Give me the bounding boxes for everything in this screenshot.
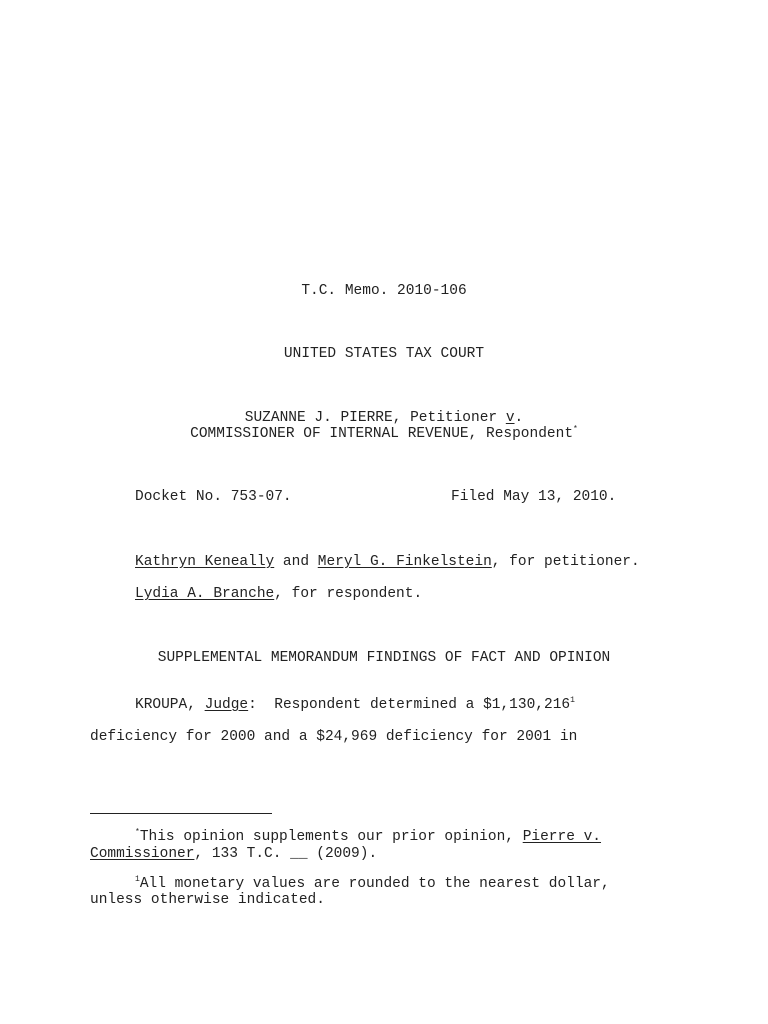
counsel-petitioner-suffix: , for petitioner. — [491, 554, 640, 570]
footnote-1-text: All monetary values are rounded to the nearest dollar, — [139, 876, 610, 892]
footnote-star-case-part1: Pierre v. — [522, 829, 602, 845]
court-name: UNITED STATES TAX COURT — [283, 346, 485, 362]
footnote-star-mark: * — [135, 828, 140, 837]
petitioner-attorney-1: Kathryn Keneally — [135, 554, 275, 570]
counsel-respondent-suffix: , for respondent. — [274, 586, 423, 602]
caption-versus: v — [505, 410, 515, 426]
footnote-star-case-part2: Commissioner — [90, 846, 195, 862]
footnote-star-citation: , 133 T.C. __ (2009). — [194, 846, 378, 862]
filed-date: Filed May 13, 2010. — [451, 489, 617, 505]
footnote-divider — [90, 813, 272, 814]
footnote-star-line-1 — [135, 829, 601, 846]
docket-number: Docket No. 753-07. — [135, 489, 292, 505]
petitioner-attorney-2: Meryl G. Finkelstein — [317, 554, 492, 570]
footnote-star-line-2 — [90, 846, 377, 863]
opinion-heading: SUPPLEMENTAL MEMORANDUM FINDINGS OF FACT AND OPINION — [157, 650, 611, 666]
judge-name: KROUPA, — [135, 697, 205, 713]
footnote-star-text: This opinion supplements our prior opinion, — [139, 829, 523, 845]
judge-title: Judge — [204, 697, 249, 713]
caption-petitioner: SUZANNE J. PIERRE, Petitioner — [244, 410, 506, 426]
counsel-petitioner-line — [135, 554, 640, 571]
memo-number: T.C. Memo. 2010-106 — [301, 283, 467, 299]
respondent-attorney: Lydia A. Branche — [135, 586, 275, 602]
footnote-1-line-2: unless otherwise indicated. — [90, 892, 325, 908]
body-line-1-text: : Respondent determined a $1,130,216 — [248, 697, 571, 713]
footnote-1-mark: 1 — [135, 875, 140, 884]
body-line-2: deficiency for 2000 and a $24,969 deficiency for 2001 in — [90, 729, 578, 745]
caption-versus-period: . — [514, 410, 524, 426]
footnote-ref-1: 1 — [570, 696, 575, 705]
counsel-and: and — [274, 554, 318, 570]
caption-petitioner-line — [0, 410, 768, 427]
caption-respondent: COMMISSIONER OF INTERNAL REVENUE, Respondent — [190, 426, 574, 442]
footnote-1-line-1 — [135, 876, 610, 893]
body-line-1 — [135, 697, 575, 714]
caption-respondent-footnote-mark: * — [573, 425, 578, 434]
caption-respondent-line — [0, 426, 768, 443]
counsel-respondent-line — [135, 586, 422, 603]
